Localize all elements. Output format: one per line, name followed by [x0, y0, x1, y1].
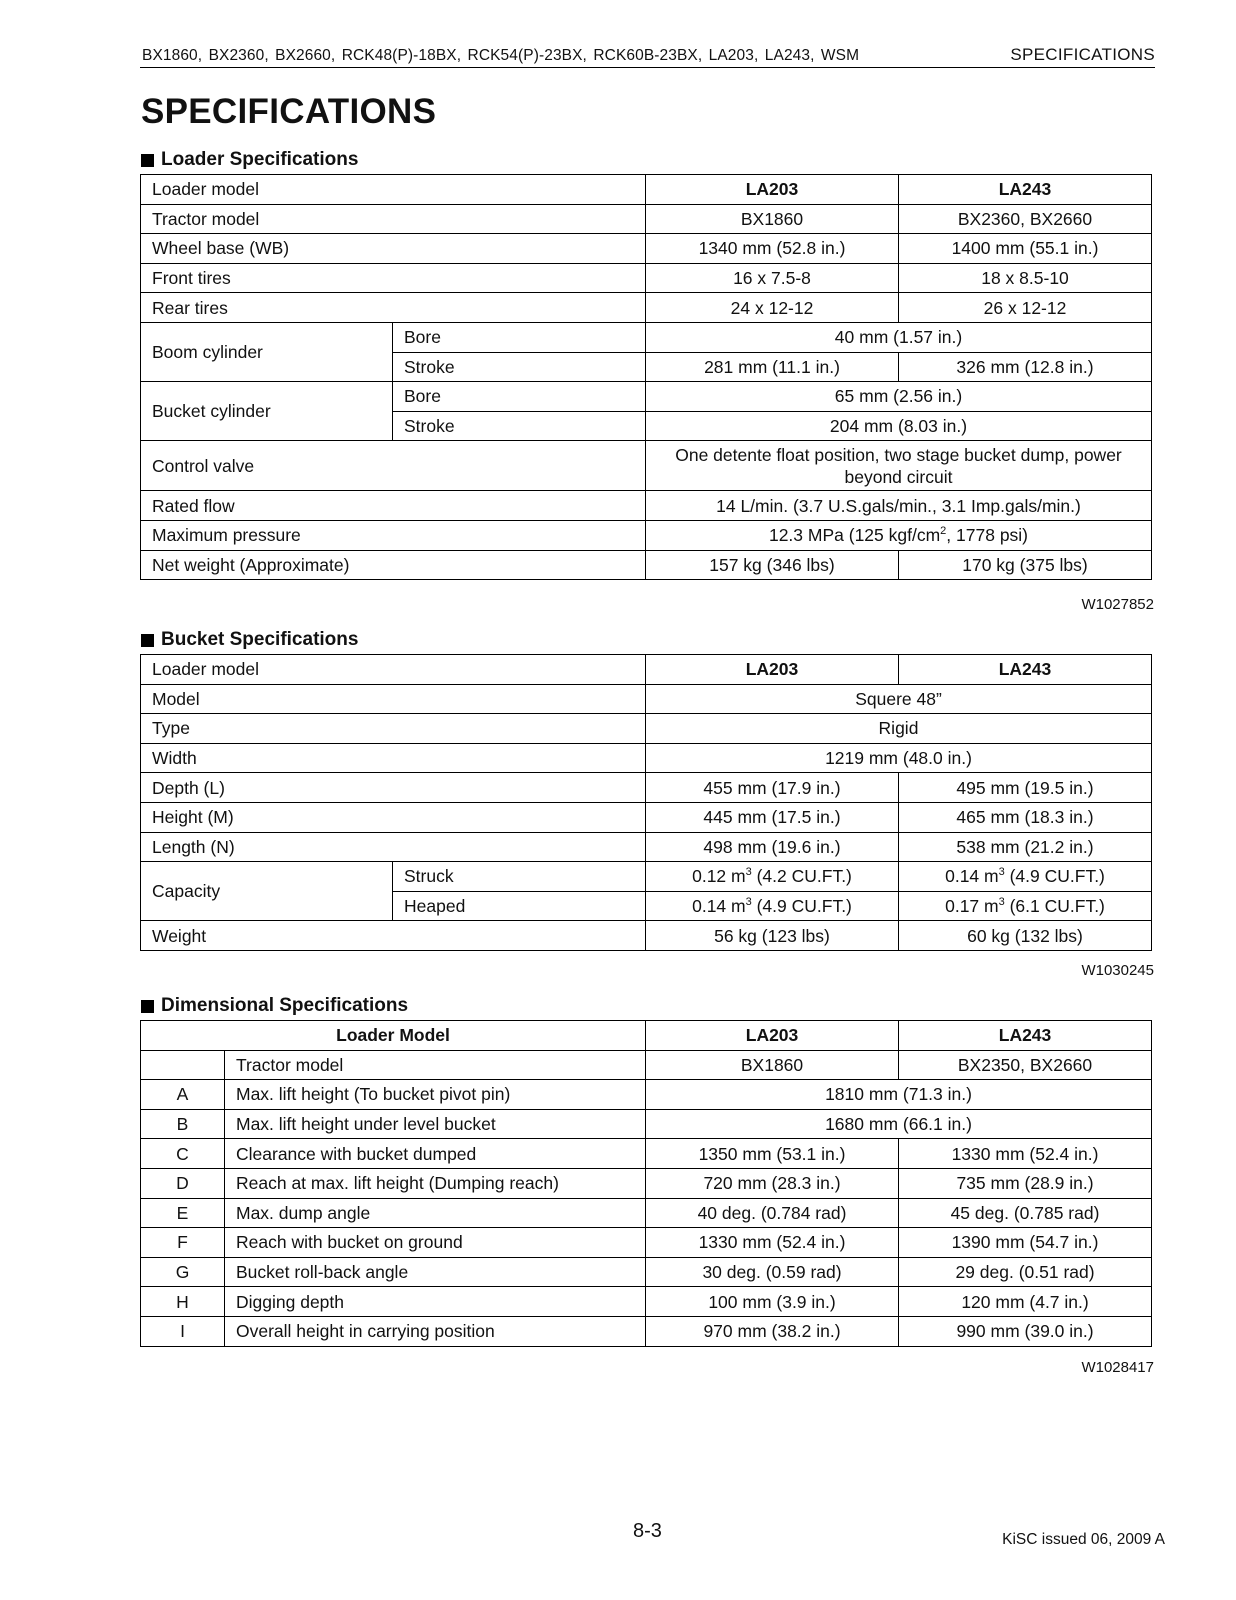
- cell-la203: 1340 mm (52.8 in.): [646, 234, 899, 264]
- row-label: Rated flow: [141, 491, 646, 521]
- table-row: [141, 293, 1152, 323]
- value-text: (4.9 CU.FT.): [1004, 866, 1105, 887]
- superscript: 2: [940, 525, 947, 538]
- header-rule: [140, 67, 1155, 68]
- loader-section-heading: [141, 149, 358, 171]
- row-key: I: [141, 1316, 225, 1346]
- cell-la243: 18 x 8.5-10: [899, 263, 1152, 293]
- cell-la243: 26 x 12-12: [899, 293, 1152, 323]
- table-row: [141, 1139, 1152, 1169]
- table-row: [141, 382, 1152, 412]
- row-label: Loader model: [141, 175, 646, 205]
- row-label: Width: [141, 743, 646, 773]
- cell-la243: [899, 862, 1152, 892]
- table-row: [141, 1109, 1152, 1139]
- value-text: (4.2 CU.FT.): [751, 866, 852, 887]
- table-row: [141, 655, 1152, 685]
- table-row: [141, 175, 1152, 205]
- row-key: A: [141, 1080, 225, 1110]
- column-header-loader-model: Loader Model: [141, 1021, 646, 1051]
- row-label: Weight: [141, 921, 646, 951]
- cell-la203: 1350 mm (53.1 in.): [646, 1139, 899, 1169]
- table-row: [141, 832, 1152, 862]
- row-label: Net weight (Approximate): [141, 550, 646, 580]
- row-label: Bucket roll-back angle: [225, 1257, 646, 1287]
- row-key: B: [141, 1109, 225, 1139]
- row-label: Maximum pressure: [141, 520, 646, 550]
- table-row: [141, 1316, 1152, 1346]
- cell-both: 1810 mm (71.3 in.): [646, 1080, 1152, 1110]
- table-row: [141, 743, 1152, 773]
- column-header-la243: LA243: [899, 655, 1152, 685]
- cell-la243: 1400 mm (55.1 in.): [899, 234, 1152, 264]
- row-label: Max. lift height under level bucket: [225, 1109, 646, 1139]
- row-label: Overall height in carrying position: [225, 1316, 646, 1346]
- table-row: [141, 862, 1152, 892]
- column-header-la203: LA203: [646, 1021, 899, 1051]
- cell-la243: 120 mm (4.7 in.): [899, 1287, 1152, 1317]
- table-row: [141, 773, 1152, 803]
- row-label: Tractor model: [141, 204, 646, 234]
- dimensional-heading-text: Dimensional Specifications: [161, 995, 409, 1016]
- row-label: Reach with bucket on ground: [225, 1228, 646, 1258]
- value-text: 12.3 MPa (125 kgf/cm: [768, 525, 941, 546]
- value-text: 0.17 m: [945, 896, 999, 917]
- superscript: 3: [998, 896, 1005, 909]
- table-row: [141, 1168, 1152, 1198]
- cell-both: 1680 mm (66.1 in.): [646, 1109, 1152, 1139]
- sub-label: Heaped: [393, 891, 646, 921]
- bucket-spec-table: [140, 654, 1152, 951]
- cell-la203: [646, 891, 899, 921]
- row-label: Height (M): [141, 802, 646, 832]
- table-row: [141, 263, 1152, 293]
- row-label: Max. dump angle: [225, 1198, 646, 1228]
- cell-both: 14 L/min. (3.7 U.S.gals/min., 3.1 Imp.gals/min.): [646, 491, 1152, 521]
- row-label: Rear tires: [141, 293, 646, 323]
- table-row: [141, 684, 1152, 714]
- cell-la243: 29 deg. (0.51 rad): [899, 1257, 1152, 1287]
- dimensional-section-heading: [141, 995, 408, 1017]
- cell-la203: 970 mm (38.2 in.): [646, 1316, 899, 1346]
- cell-la203: 281 mm (11.1 in.): [646, 352, 899, 382]
- dimensional-spec-table: [140, 1020, 1152, 1347]
- table-row: [141, 1257, 1152, 1287]
- superscript: 3: [745, 896, 752, 909]
- cell-both: [646, 520, 1152, 550]
- row-label: Length (N): [141, 832, 646, 862]
- table-row: [141, 441, 1152, 491]
- cell-la243: 1390 mm (54.7 in.): [899, 1228, 1152, 1258]
- cell-la243: 45 deg. (0.785 rad): [899, 1198, 1152, 1228]
- row-label: Front tires: [141, 263, 646, 293]
- cell-la203: 1330 mm (52.4 in.): [646, 1228, 899, 1258]
- row-label: Tractor model: [225, 1050, 646, 1080]
- square-bullet-icon: [141, 154, 154, 167]
- cell-la203: 100 mm (3.9 in.): [646, 1287, 899, 1317]
- square-bullet-icon: [141, 634, 154, 647]
- cell-la203: 157 kg (346 lbs): [646, 550, 899, 580]
- column-header-la243: LA243: [899, 175, 1152, 205]
- cell-la243: 990 mm (39.0 in.): [899, 1316, 1152, 1346]
- value-text: 0.14 m: [692, 896, 746, 917]
- page-number: 8-3: [633, 1520, 662, 1542]
- cell-la243: [899, 891, 1152, 921]
- row-label: Reach at max. lift height (Dumping reach): [225, 1168, 646, 1198]
- cell-la203: 24 x 12-12: [646, 293, 899, 323]
- cell-la243: 60 kg (132 lbs): [899, 921, 1152, 951]
- value-text: 0.14 m: [945, 866, 999, 887]
- column-header-la203: LA203: [646, 655, 899, 685]
- sub-label: Struck: [393, 862, 646, 892]
- cell-la243: 465 mm (18.3 in.): [899, 802, 1152, 832]
- loader-doc-code: W1027852: [1081, 596, 1154, 613]
- table-row: [141, 1287, 1152, 1317]
- cell-la243: BX2360, BX2660: [899, 204, 1152, 234]
- header-models: BX1860, BX2360, BX2660, RCK48(P)-18BX, RCK54(P)-23BX, RCK60B-23BX, LA203, LA243, WSM: [142, 47, 860, 64]
- value-text: , 1778 psi): [946, 525, 1029, 546]
- table-row: [141, 1021, 1152, 1051]
- table-row: [141, 322, 1152, 352]
- sub-label: Stroke: [393, 411, 646, 441]
- row-label: Control valve: [141, 441, 646, 491]
- value-text: (4.9 CU.FT.): [751, 896, 852, 917]
- cell-both: Rigid: [646, 714, 1152, 744]
- cell-la243: BX2350, BX2660: [899, 1050, 1152, 1080]
- cell-la243: 1330 mm (52.4 in.): [899, 1139, 1152, 1169]
- cell-la203: 455 mm (17.9 in.): [646, 773, 899, 803]
- table-row: [141, 1050, 1152, 1080]
- table-row: [141, 234, 1152, 264]
- row-key: E: [141, 1198, 225, 1228]
- row-label: Model: [141, 684, 646, 714]
- column-header-la243: LA243: [899, 1021, 1152, 1051]
- superscript: 3: [745, 866, 752, 879]
- cell-la203: 56 kg (123 lbs): [646, 921, 899, 951]
- table-row: [141, 520, 1152, 550]
- cell-la243: 170 kg (375 lbs): [899, 550, 1152, 580]
- row-label: Type: [141, 714, 646, 744]
- table-row: [141, 550, 1152, 580]
- row-label: Capacity: [141, 862, 393, 921]
- cell-la203: 498 mm (19.6 in.): [646, 832, 899, 862]
- value-text: (6.1 CU.FT.): [1004, 896, 1105, 917]
- loader-spec-table: [140, 174, 1152, 580]
- cell-la203: BX1860: [646, 1050, 899, 1080]
- cell-both: One detente float position, two stage bucket dump, power beyond circuit: [646, 441, 1152, 491]
- page-title: SPECIFICATIONS: [141, 92, 437, 131]
- row-key: H: [141, 1287, 225, 1317]
- row-label: Max. lift height (To bucket pivot pin): [225, 1080, 646, 1110]
- row-label: Depth (L): [141, 773, 646, 803]
- table-row: [141, 204, 1152, 234]
- cell-la203: 30 deg. (0.59 rad): [646, 1257, 899, 1287]
- row-key: F: [141, 1228, 225, 1258]
- table-row: [141, 491, 1152, 521]
- sub-label: Bore: [393, 382, 646, 412]
- cell-la203: [646, 862, 899, 892]
- table-row: [141, 921, 1152, 951]
- row-label: Clearance with bucket dumped: [225, 1139, 646, 1169]
- row-label: Bucket cylinder: [141, 382, 393, 441]
- row-label: Wheel base (WB): [141, 234, 646, 264]
- loader-heading-text: Loader Specifications: [161, 149, 359, 170]
- table-row: [141, 802, 1152, 832]
- row-key: [141, 1050, 225, 1080]
- superscript: 3: [998, 866, 1005, 879]
- sub-label: Bore: [393, 322, 646, 352]
- dimensional-doc-code: W1028417: [1081, 1359, 1154, 1376]
- square-bullet-icon: [141, 1000, 154, 1013]
- bucket-section-heading: [141, 629, 358, 651]
- cell-la203: 720 mm (28.3 in.): [646, 1168, 899, 1198]
- cell-la243: 735 mm (28.9 in.): [899, 1168, 1152, 1198]
- cell-la243: 495 mm (19.5 in.): [899, 773, 1152, 803]
- cell-la243: 538 mm (21.2 in.): [899, 832, 1152, 862]
- value-text: 0.12 m: [692, 866, 746, 887]
- cell-both: 1219 mm (48.0 in.): [646, 743, 1152, 773]
- cell-both: 40 mm (1.57 in.): [646, 322, 1152, 352]
- table-row: [141, 1080, 1152, 1110]
- cell-la203: 16 x 7.5-8: [646, 263, 899, 293]
- row-key: C: [141, 1139, 225, 1169]
- row-key: D: [141, 1168, 225, 1198]
- cell-la203: 445 mm (17.5 in.): [646, 802, 899, 832]
- bucket-heading-text: Bucket Specifications: [161, 629, 359, 650]
- row-label: Digging depth: [225, 1287, 646, 1317]
- bucket-doc-code: W1030245: [1081, 962, 1154, 979]
- sub-label: Stroke: [393, 352, 646, 382]
- table-row: [141, 714, 1152, 744]
- table-row: [141, 1198, 1152, 1228]
- cell-la243: 326 mm (12.8 in.): [899, 352, 1152, 382]
- cell-both: 204 mm (8.03 in.): [646, 411, 1152, 441]
- row-label: Loader model: [141, 655, 646, 685]
- cell-la203: 40 deg. (0.784 rad): [646, 1198, 899, 1228]
- issued-note: KiSC issued 06, 2009 A: [1002, 1531, 1165, 1548]
- column-header-la203: LA203: [646, 175, 899, 205]
- cell-both: Squere 48”: [646, 684, 1152, 714]
- header-section: SPECIFICATIONS: [1010, 45, 1155, 64]
- cell-both: 65 mm (2.56 in.): [646, 382, 1152, 412]
- cell-la203: BX1860: [646, 204, 899, 234]
- table-row: [141, 1228, 1152, 1258]
- row-key: G: [141, 1257, 225, 1287]
- row-label: Boom cylinder: [141, 322, 393, 381]
